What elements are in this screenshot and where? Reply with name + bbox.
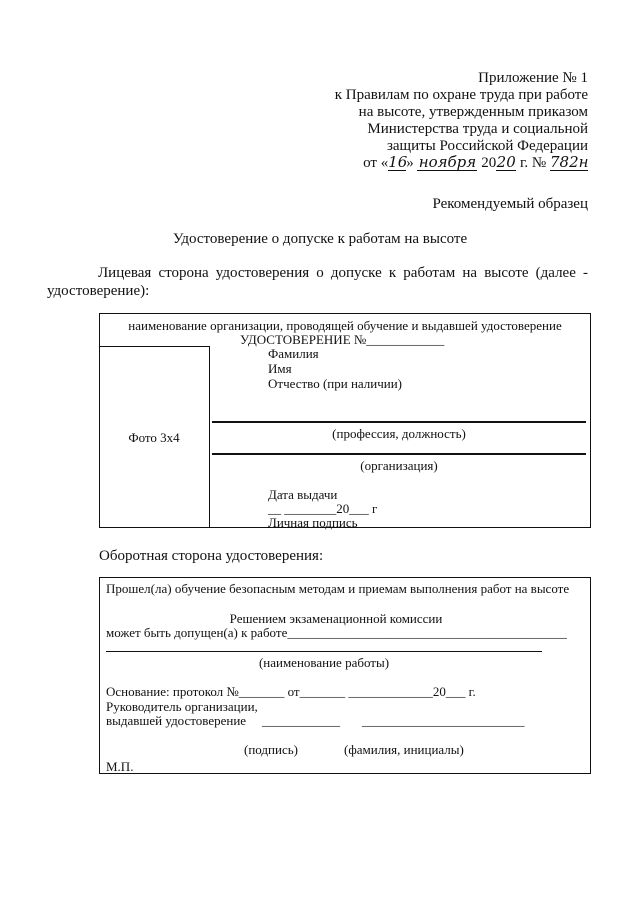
- surname-label: Фамилия: [268, 346, 319, 361]
- order-day: 16: [388, 153, 408, 171]
- header-line-3: на высоте, утвержденным приказом: [358, 104, 588, 120]
- stamp-place-label: М.П.: [106, 759, 134, 774]
- head-of-org-label-1: Руководитель организации,: [106, 699, 258, 714]
- issue-date-label: Дата выдачи: [268, 487, 338, 502]
- order-number: 782н: [550, 153, 589, 171]
- appendix-header: [335, 70, 588, 172]
- intro-line-1: Лицевая сторона удостоверения о допуске к работам на высоте (далее -: [98, 265, 588, 281]
- intro-line-2: удостоверение):: [47, 283, 150, 299]
- training-completed-text: Прошел(ла) обучение безопасным методам и приемам выполнения работ на высоте: [106, 581, 570, 596]
- organization-label: (организация): [360, 458, 438, 473]
- photo-placeholder: Фото 3x4: [128, 430, 180, 445]
- patronymic-label: Отчество (при наличии): [268, 376, 403, 391]
- personal-signature-label: Личная подпись: [268, 515, 358, 530]
- work-name-label: (наименование работы): [258, 655, 390, 670]
- header-line-4: Министерства труда и социальной: [367, 121, 588, 137]
- document-title: Удостоверение о допуске к работам на высоте: [172, 231, 468, 247]
- organization-line: [212, 453, 586, 455]
- profession-line: [212, 421, 586, 423]
- issue-date-line: __ ________20___ г: [268, 501, 378, 516]
- order-year: 20: [496, 153, 516, 171]
- name-label: Имя: [268, 361, 292, 376]
- order-month: ноября: [418, 153, 477, 171]
- admitted-to-work-line: может быть допущен(а) к работе___________________________________________: [106, 625, 567, 640]
- protocol-basis-line: Основание: протокол №_______ от_______ _____________20___ г.: [106, 684, 476, 699]
- org-name-label: наименование организации, проводящей обучение и выдавшей удостоверение: [128, 318, 562, 333]
- name-initials-blank: _________________________: [362, 713, 525, 728]
- back-side-heading: Оборотная сторона удостоверения:: [99, 548, 324, 564]
- photo-right-border: [209, 346, 210, 528]
- work-name-line: [106, 651, 542, 652]
- order-date-line: от «16» ноября 2020 г. № 782н: [363, 153, 589, 171]
- signature-blank: ____________: [262, 713, 340, 728]
- head-of-org-label-2: выдавшей удостоверение: [106, 713, 247, 728]
- sample-label: Рекомендуемый образец: [432, 196, 588, 212]
- exam-commission-text: Решением экзаменационной комиссии: [229, 611, 443, 626]
- photo-top-border: [99, 346, 209, 347]
- header-line-2: к Правилам по охране труда при работе: [334, 87, 588, 103]
- appendix-number: Приложение № 1: [478, 70, 588, 86]
- header-line-5: защиты Российской Федерации: [386, 138, 588, 154]
- name-initials-caption: (фамилия, инициалы): [344, 742, 464, 757]
- profession-label: (профессия, должность): [332, 426, 466, 441]
- certificate-number: УДОСТОВЕРЕНИЕ №____________: [240, 332, 445, 347]
- signature-caption: (подпись): [244, 742, 298, 757]
